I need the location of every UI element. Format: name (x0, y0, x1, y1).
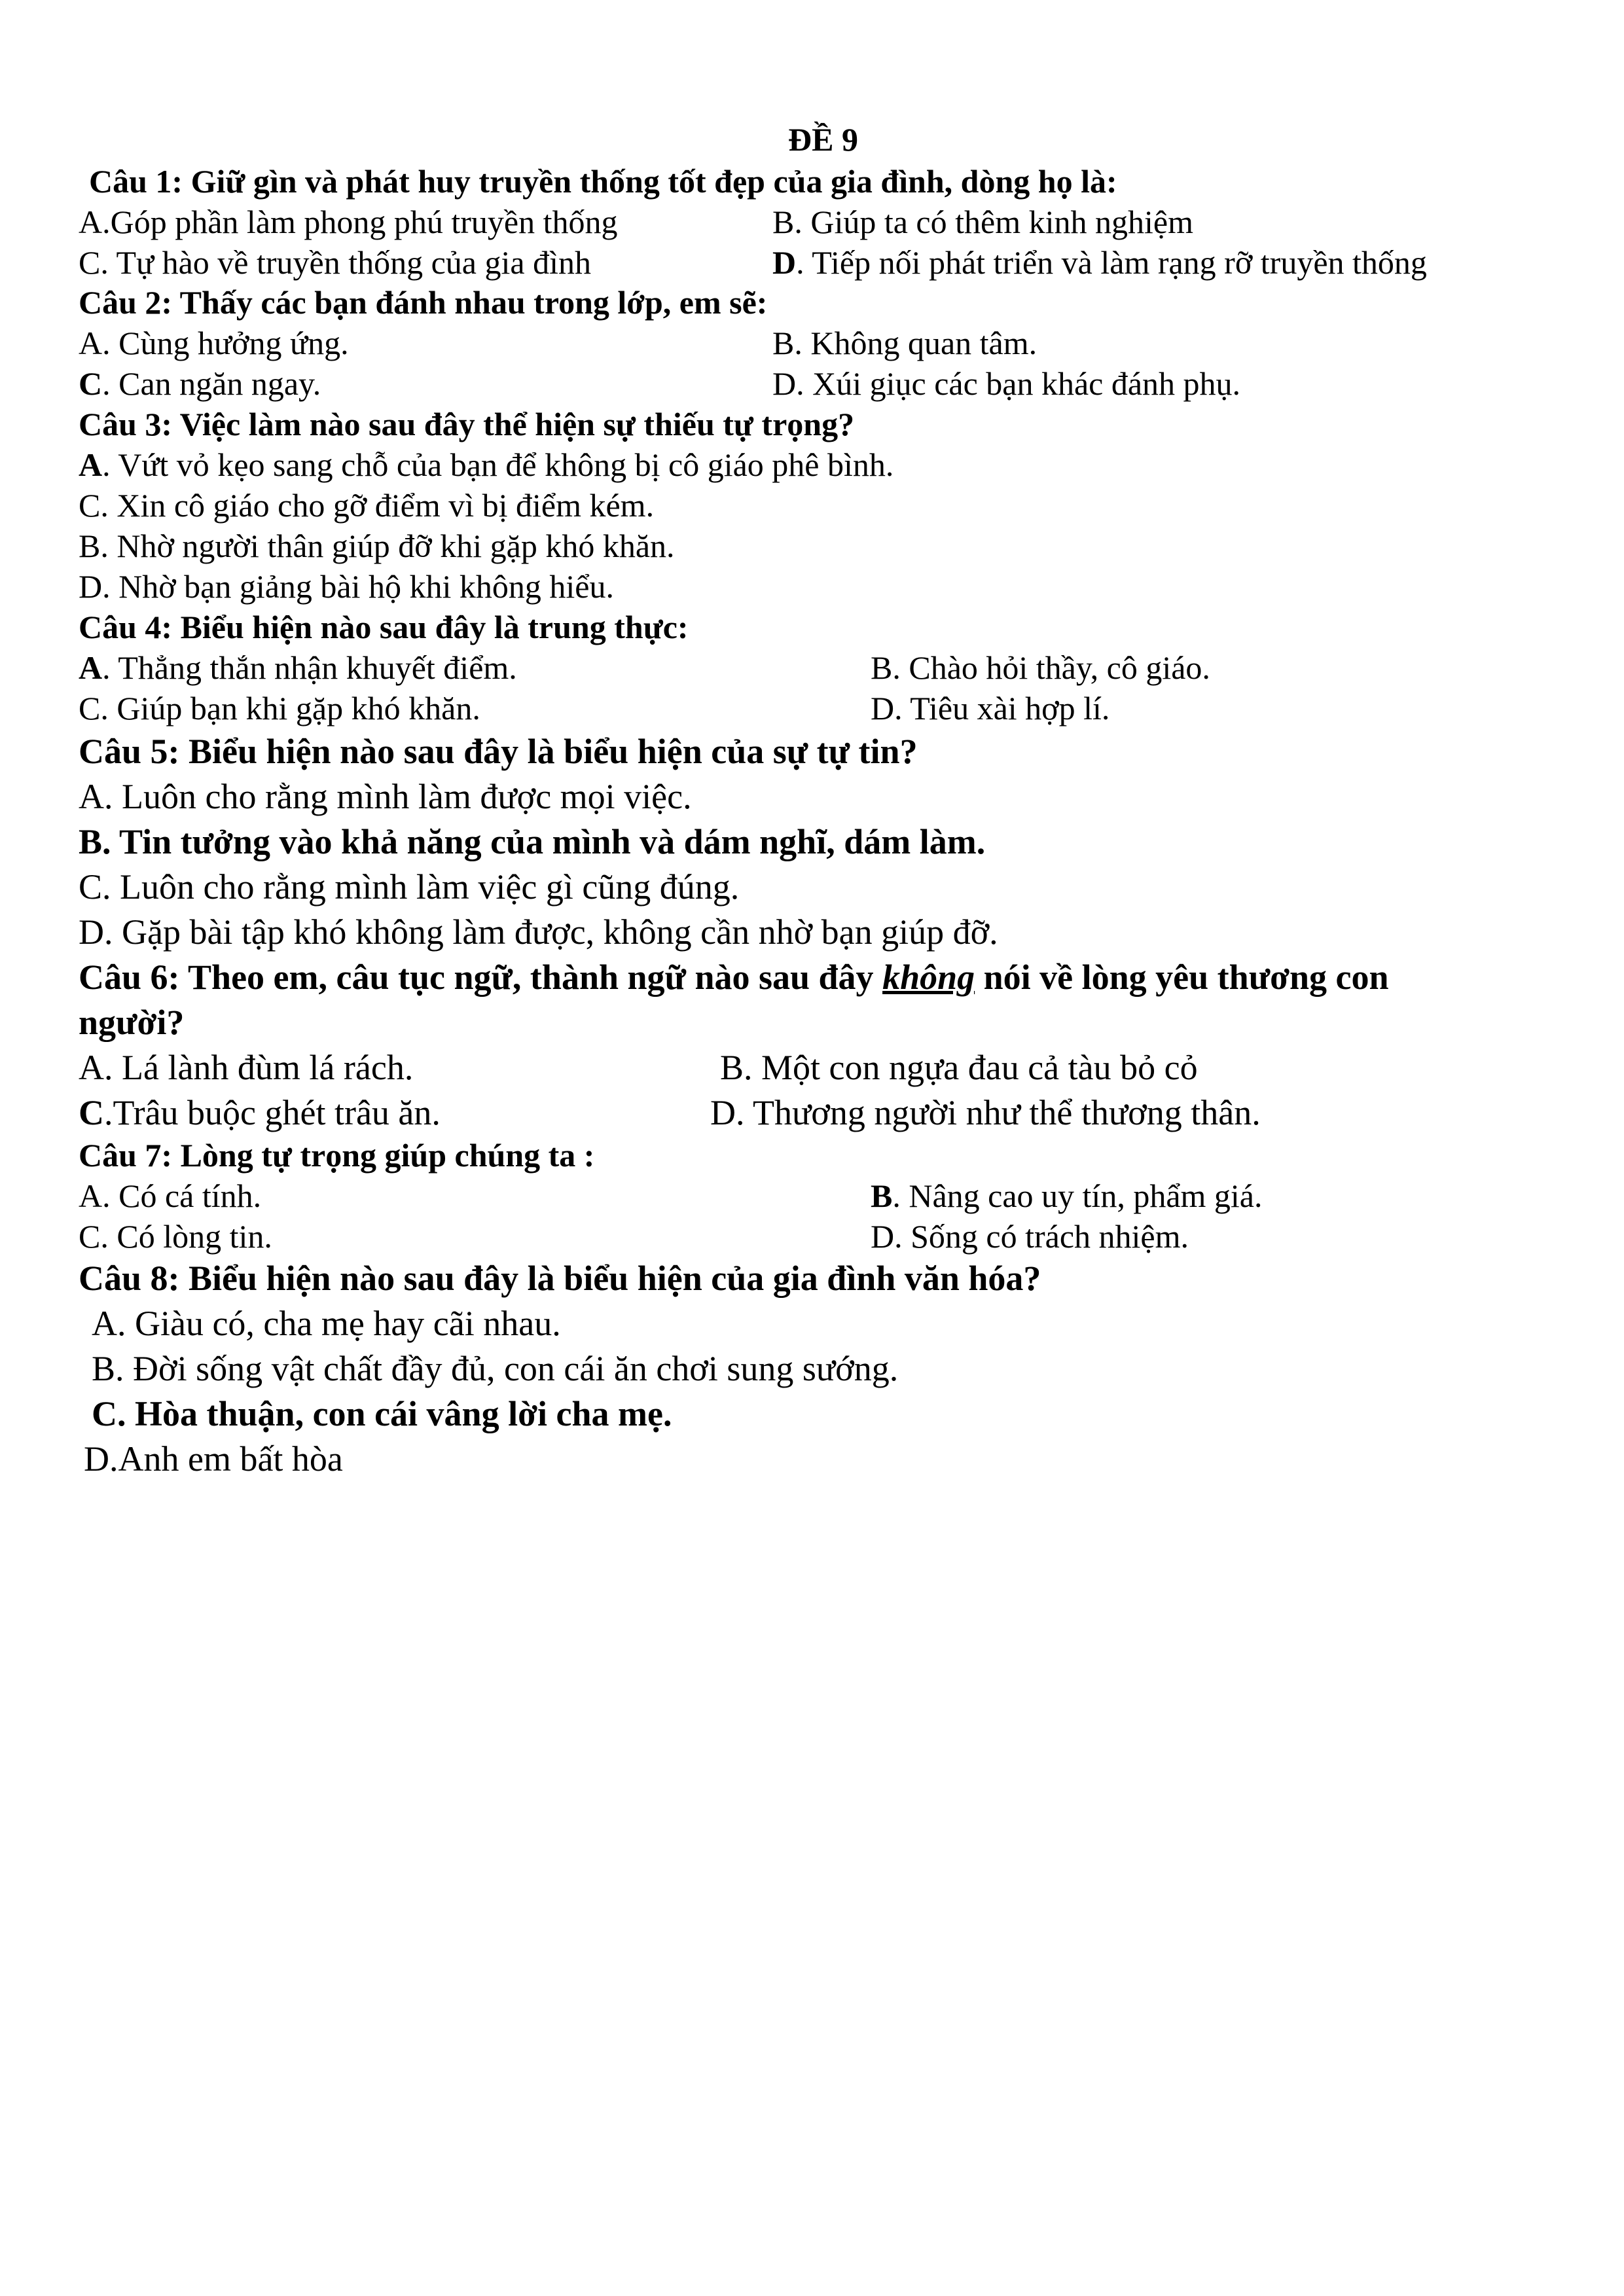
stem-suffix: nói về lòng yêu thương con (975, 958, 1389, 997)
question-6-stem-line2: người? (79, 1003, 185, 1042)
question-3-option-b: B. Nhờ người thân giúp đỡ khi gặp khó khăn. (79, 528, 675, 564)
question-8-option-d: D.Anh em bất hòa (84, 1439, 343, 1479)
exam-title: ĐỀ 9 (788, 121, 858, 158)
question-4-option-b: B. Chào hỏi thầy, cô giáo. (871, 649, 1210, 686)
question-1-stem: Câu 1: Giữ gìn và phát huy truyền thống tốt đẹp của gia đình, dòng họ là: (89, 163, 1117, 200)
question-7-stem: Câu 7: Lòng tự trọng giúp chúng ta : (79, 1137, 595, 1174)
option-letter: B (871, 1177, 893, 1214)
question-2-option-b: B. Không quan tâm. (772, 325, 1038, 361)
stem-prefix: Câu 6: Theo em, câu tục ngữ, thành ngữ nào sau đây (79, 958, 883, 997)
question-1-option-b: B. Giúp ta có thêm kinh nghiệm (772, 204, 1193, 240)
option-letter: A (79, 649, 103, 686)
option-letter: C (79, 1093, 104, 1132)
question-6-option-c (79, 1095, 441, 1130)
question-2-option-d: D. Xúi giục các bạn khác đánh phụ. (772, 365, 1241, 402)
option-text: . Can ngăn ngay. (102, 365, 321, 402)
question-8-option-a: A. Giàu có, cha mẹ hay cãi nhau. (92, 1304, 561, 1343)
question-4-option-d: D. Tiêu xài hợp lí. (871, 690, 1110, 726)
question-8-stem (79, 1261, 1041, 1296)
stem-keyword: không (882, 958, 975, 997)
question-5-option-d: D. Gặp bài tập khó không làm được, không cần nhờ bạn giúp đỡ. (79, 912, 998, 952)
question-2-option-c (79, 367, 321, 400)
question-8-option-b: B. Đời sống vật chất đầy đủ, con cái ăn chơi sung sướng. (92, 1349, 899, 1388)
stem-label: Câu 8 (79, 1259, 168, 1298)
question-2-stem: Câu 2: Thấy các bạn đánh nhau trong lớp, em sẽ: (79, 284, 768, 321)
question-3-stem: Câu 3: Việc làm nào sau đây thể hiện sự thiếu tự trọng? (79, 406, 855, 442)
stem-text: : Biểu hiện nào sau đây là biểu hiện của gia đình văn hóa? (168, 1259, 1041, 1298)
question-5-option-c: C. Luôn cho rằng mình làm việc gì cũng đúng. (79, 867, 740, 906)
question-2-option-a: A. Cùng hưởng ứng. (79, 325, 349, 361)
question-6-option-d: D. Thương người như thể thương thân. (710, 1093, 1261, 1132)
question-6-option-a: A. Lá lành đùm lá rách. (79, 1048, 414, 1087)
question-4-option-c: C. Giúp bạn khi gặp khó khăn. (79, 690, 480, 726)
question-7-option-a: A. Có cá tính. (79, 1177, 262, 1214)
option-letter: C (79, 365, 103, 402)
question-3-option-d: D. Nhờ bạn giảng bài hộ khi không hiểu. (79, 568, 614, 605)
question-1-option-a: A.Góp phần làm phong phú truyền thống (79, 204, 618, 240)
question-4-option-a (79, 651, 517, 684)
question-6-stem (79, 960, 1389, 995)
question-1-option-c: C. Tự hào về truyền thống của gia đình (79, 244, 591, 281)
option-text: .Trâu buộc ghét trâu ăn. (104, 1093, 441, 1132)
option-text: . Tiếp nối phát triển và làm rạng rỡ truyền thống (796, 244, 1427, 281)
question-8-option-c: C. Hòa thuận, con cái vâng lời cha mẹ. (92, 1394, 672, 1433)
question-7-option-c: C. Có lòng tin. (79, 1218, 272, 1255)
option-text: . Nâng cao uy tín, phẩm giá. (892, 1177, 1263, 1214)
option-letter: D (772, 244, 797, 281)
question-6-option-b: B. Một con ngựa đau cả tàu bỏ cỏ (720, 1048, 1198, 1087)
question-3-option-c: C. Xin cô giáo cho gỡ điểm vì bị điểm kém. (79, 487, 655, 524)
question-3-option-a (79, 448, 893, 481)
question-1-option-d (772, 246, 1427, 279)
question-5-stem: Câu 5: Biểu hiện nào sau đây là biểu hiện của sự tự tin? (79, 732, 918, 771)
question-7-option-d: D. Sống có trách nhiệm. (871, 1218, 1189, 1255)
question-4-stem: Câu 4: Biểu hiện nào sau đây là trung thực: (79, 609, 689, 645)
question-5-option-a: A. Luôn cho rằng mình làm được mọi việc. (79, 777, 692, 816)
option-text: . Vứt vỏ kẹo sang chỗ của bạn để không bị cô giáo phê bình. (102, 446, 894, 483)
question-5-option-b: B. Tin tưởng vào khả năng của mình và dám nghĩ, dám làm. (79, 822, 986, 861)
question-7-option-b (871, 1179, 1263, 1212)
option-text: . Thẳng thắn nhận khuyết điểm. (102, 649, 517, 686)
option-letter: A (79, 446, 103, 483)
